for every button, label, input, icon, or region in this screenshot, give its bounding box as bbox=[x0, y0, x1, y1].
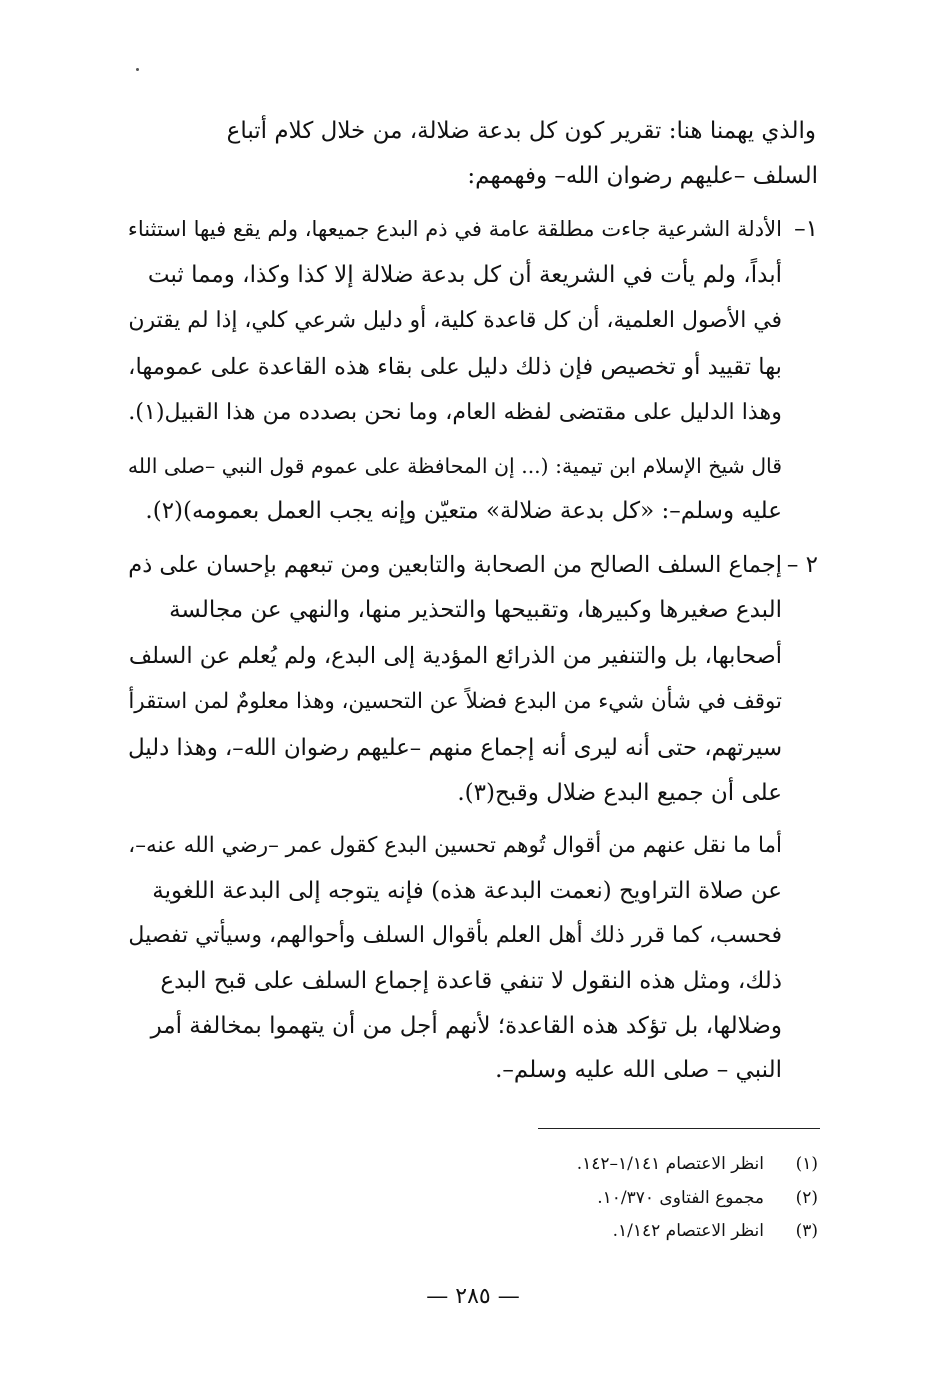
item-1-line-5: وهذا الدليل على مقتضى لفظه العام، وما نحن بصدده من هذا القبيل(١). bbox=[128, 399, 782, 425]
item-1-line-1: الأدلة الشرعية جاءت مطلقة عامة في ذم البدع جميعها، ولم يقع فيها استثناء bbox=[127, 216, 782, 241]
item-2-para-line-5: وضلالها، بل تؤكد هذه القاعدة؛ لأنهم أجل من أن يتهموا بمخالفة أمر bbox=[150, 1013, 782, 1039]
item-2-line-5: سيرتهم، حتى أنه ليرى أنه إجماع منهم –عليهم رضوان الله–، وهذا دليل bbox=[128, 735, 782, 761]
page-number: — ٢٨٥ — bbox=[426, 1284, 520, 1309]
item-2-line-3: أصحابها، بل والتنفير من الذرائع المؤدية إلى البدع، ولم يُعلم عن السلف bbox=[128, 643, 782, 669]
footnote-3-number: (٣) bbox=[795, 1221, 818, 1241]
item-2-line-4: توقف في شأن شيء من البدع فضلاً عن التحسين، وهذا معلومٌ لمن استقرأ bbox=[128, 689, 782, 714]
footnote-separator bbox=[538, 1128, 820, 1129]
item-1-line-2: أبداً، ولم يأت في الشريعة أن كل بدعة ضلالة إلا كذا وكذا، ومما ثبت bbox=[147, 262, 782, 288]
item-1-quote-line-1: قال شيخ الإسلام ابن تيمية: (... إن المحافظة على عموم قول النبي –صلى الله bbox=[127, 454, 782, 478]
footnote-2-number: (٢) bbox=[795, 1188, 818, 1208]
item-1-line-4: بها تقييد أو تخصيص فإن ذلك دليل على بقاء هذه القاعدة على عمومها، bbox=[128, 354, 782, 380]
item-2-line-2: البدع صغيرها وكبيرها، وتقبيحها والتحذير منها، والنهي عن مجالسة bbox=[169, 597, 782, 623]
item-1-line-3: في الأصول العلمية، أن كل قاعدة كلية، أو دليل شرعي كلي، إذا لم يقترن bbox=[128, 308, 782, 333]
item-1-quote-line-2: عليه وسلم–: «كل بدعة ضلالة» متعيّن وإنه يجب العمل بعمومه)(٢). bbox=[145, 498, 782, 524]
item-2-line-1: إجماع السلف الصالح من الصحابة والتابعين ومن تبعهم بإحسان على ذم bbox=[128, 552, 782, 578]
item-2-para-line-1: أما ما نقل عنهم من أقوال تُوهم تحسين البدع كقول عمر –رضي الله عنه–، bbox=[128, 833, 782, 858]
item-2-para-line-2: عن صلاة التراويح (نعمت البدعة هذه) فإنه يتوجه إلى البدعة اللغوية bbox=[152, 878, 782, 904]
item-1-number: ١– bbox=[794, 216, 818, 242]
footnote-1-number: (١) bbox=[795, 1154, 818, 1174]
footnote-1-text: انظر الاعتصام ١/١٤١–١٤٢. bbox=[576, 1154, 764, 1174]
item-2-line-6: على أن جميع البدع ضلال وقبح(٣). bbox=[457, 780, 782, 806]
intro-line-2: السلف –عليهم رضوان الله– وفهمهم: bbox=[467, 163, 818, 189]
footnote-2-text: مجموع الفتاوى ١٠/٣٧٠. bbox=[597, 1188, 764, 1208]
footnote-3-text: انظر الاعتصام ١/١٤٢. bbox=[612, 1221, 764, 1241]
page-speck bbox=[136, 68, 139, 71]
intro-line-1: والذي يهمنا هنا: تقرير كون كل بدعة ضلالة، من خلال كلام أتباع bbox=[226, 118, 816, 144]
item-2-para-line-6: النبي – صلى الله عليه وسلم–. bbox=[495, 1057, 782, 1083]
item-2-number: ٢ – bbox=[786, 552, 818, 578]
item-2-para-line-4: ذلك، ومثل هذه النقول لا تنفي قاعدة إجماع السلف على قبح البدع bbox=[160, 968, 782, 994]
item-2-para-line-3: فحسب، كما قرر ذلك أهل العلم بأقوال السلف وأحوالهم، وسيأتي تفصيل bbox=[128, 923, 782, 948]
